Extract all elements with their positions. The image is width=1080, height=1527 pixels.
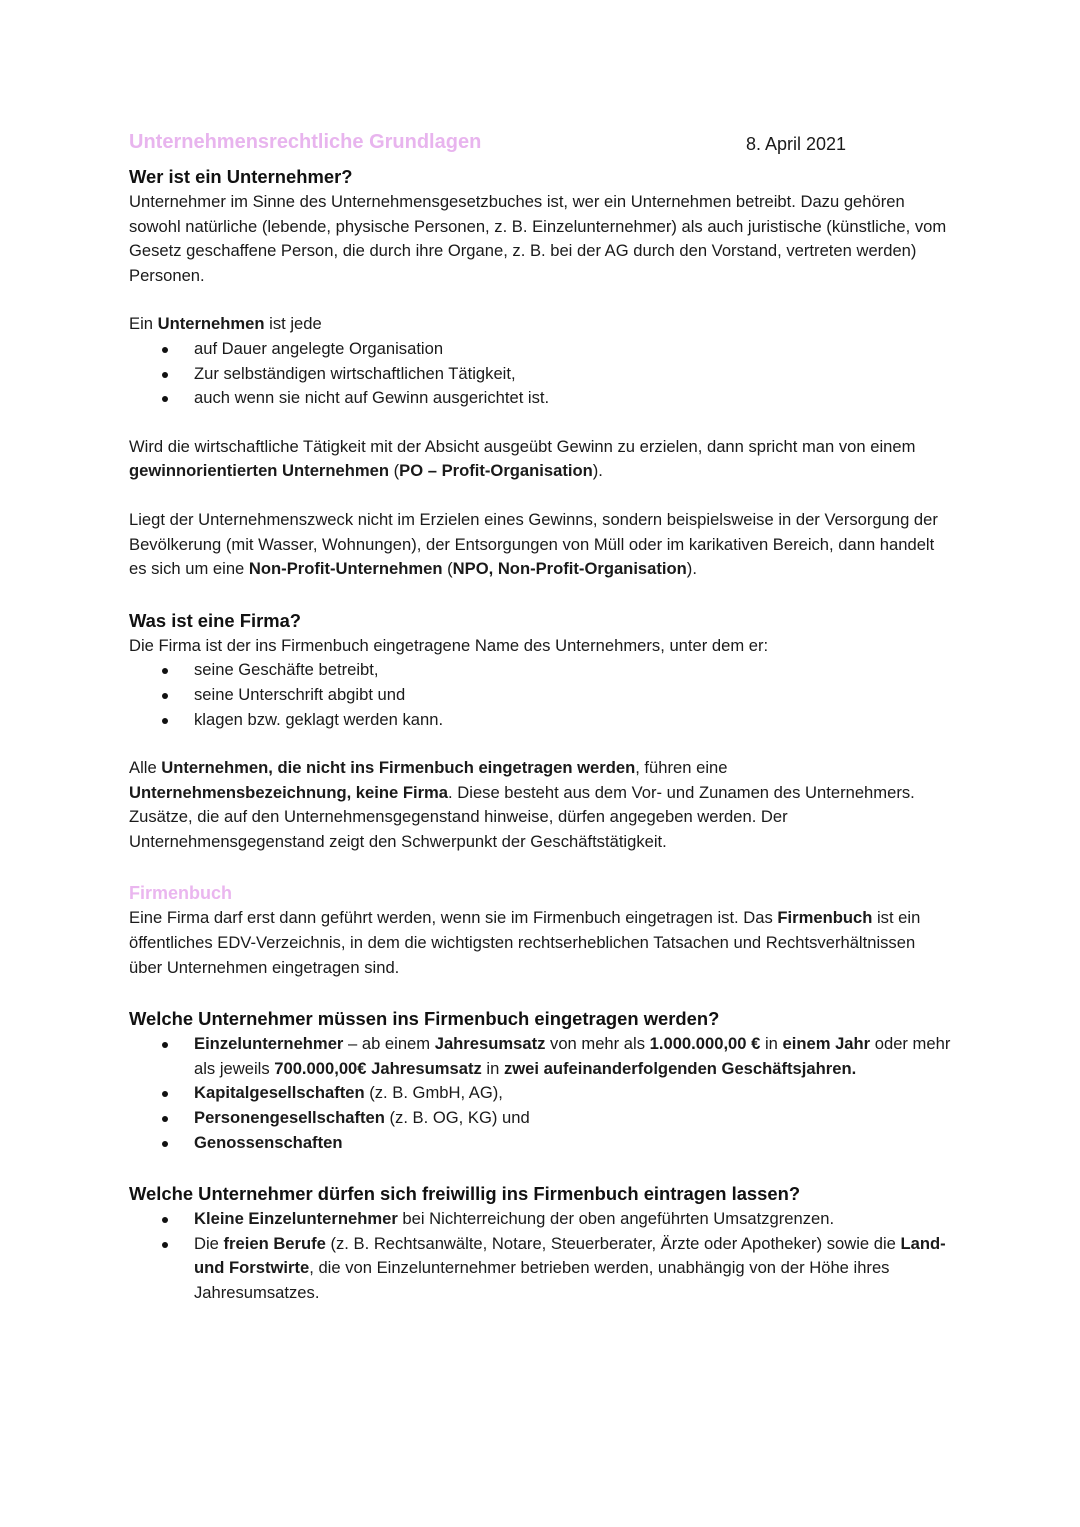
list-item: Kleine Einzelunternehmer bei Nichterreichung der oben angeführten Umsatzgrenzen. [129,1207,951,1232]
unternehmen-list [129,337,951,411]
paragraph-firmenbuch: Eine Firma darf erst dann geführt werden, wenn sie im Firmenbuch eingetragen ist. Das Firmenbuch ist ein öffentliches EDV-Verzeichnis, in dem die wichtigsten rechtserheblichen Tatsachen und Rechtsverhältnissen über Unternehmen eingetragen sind. [129,908,921,977]
firma-list [129,658,951,732]
section-firmenbuch [129,880,951,980]
page-header [129,130,951,160]
page-content [129,130,951,1306]
section-heading: Welche Unternehmer dürfen sich freiwillig ins Firmenbuch eintragen lassen? [129,1183,801,1205]
list-item: Zur selbständigen wirtschaftlichen Tätigkeit, [129,362,951,387]
paragraph-non-profit: Liegt der Unternehmenszweck nicht im Erzielen eines Gewinns, sondern beispielsweise in der Versorgung der Bevölkerung (mit Wasser, Wohnungen), der Entsorgungen von Müll oder im karikativen Bereich, dann handelt es sich um eine Non-Profit-Unternehmen (NPO, Non-Profit-Organisation). [129,509,938,579]
section-pflicht-eintragung [129,1006,951,1155]
list-item: Kapitalgesellschaften (z. B. GmbH, AG), [129,1081,951,1106]
section-unternehmer [129,164,951,582]
section-firma [129,608,951,855]
section-freiwillige-eintragung [129,1181,951,1305]
list-item: Die freien Berufe (z. B. Rechtsanwälte, Notare, Steuerberater, Ärzte oder Apotheker) sowie die Land- und Forstwirte, die von Einzelunternehmer betrieben werden, unabhängig von der Höhe ihres Jahresumsatzes. [129,1232,951,1306]
list-item: auf Dauer angelegte Organisation [129,337,951,362]
list-item: klagen bzw. geklagt werden kann. [129,708,951,733]
section-heading: Was ist eine Firma? [129,609,302,631]
freiwillig-list [129,1207,951,1305]
paragraph-profit-organisation: Wird die wirtschaftliche Tätigkeit mit der Absicht ausgeübt Gewinn zu erzielen, dann spricht man von einem gewinnorientierten Unternehmen (PO – Profit-Organisation). [129,436,916,481]
list-item: seine Unterschrift abgibt und [129,683,951,708]
pflicht-list [129,1032,951,1155]
list-item: Einzelunternehmer – ab einem Jahresumsatz von mehr als 1.000.000,00 € in einem Jahr oder mehr als jeweils 700.000,00€ Jahresumsatz in zwei aufeinanderfolgenden Geschäftsjahren. [129,1032,951,1081]
paragraph-firma-definition: Die Firma ist der ins Firmenbuch eingetragene Name des Unternehmers, unter dem er: [129,635,769,655]
paragraph-unternehmer-definition: Unternehmer im Sinne des Unternehmensgesetzbuches ist, wer ein Unternehmen betreibt. Dazu gehören sowohl natürliche (lebende, physische Personen, z. B. Einzelunternehmer) als auch juristische (künstliche, vom Gesetz geschaffene Person, die durch ihre Organe, z. B. bei der AG durch den Vorstand, vertreten werden) Personen. [129,192,947,285]
paragraph-unternehmen-intro: Ein Unternehmen ist jede [129,314,322,334]
list-item: Personengesellschaften (z. B. OG, KG) und [129,1106,951,1131]
section-heading: Welche Unternehmer müssen ins Firmenbuch eingetragen werden? [129,1008,720,1030]
list-item: auch wenn sie nicht auf Gewinn ausgerichtet ist. [129,386,951,411]
section-heading: Wer ist ein Unternehmer? [129,166,353,187]
list-item: seine Geschäfte betreibt, [129,658,951,683]
list-item: Genossenschaften [129,1131,951,1156]
paragraph-unternehmensbezeichnung: Alle Unternehmen, die nicht ins Firmenbuch eingetragen werden, führen eine Unternehmensbezeichnung, keine Firma. Diese besteht aus dem Vor- und Zunamen des Unternehmers. Zusätze, die auf den Unternehmensgegenstand hinweise, dürfen angegeben werden. Der Unternehmensgegenstand zeigt den Schwerpunkt der Geschäftstätigkeit. [129,758,915,851]
section-heading: Firmenbuch [129,883,233,904]
document-date: 8. April 2021 [746,134,847,154]
document-title: Unternehmensrechtliche Grundlagen [129,131,482,153]
